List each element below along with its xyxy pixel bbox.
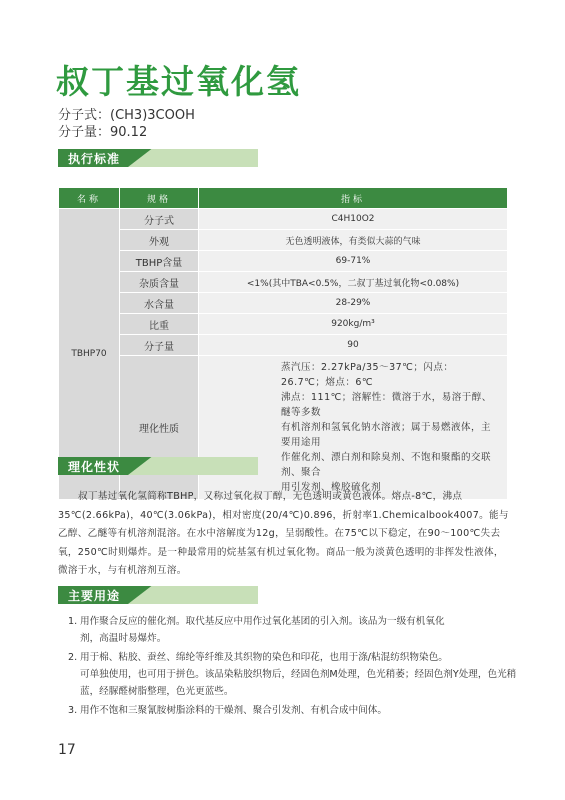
value-cell: <1%(其中TBA<0.5%，二叔丁基过氧化物<0.08%)	[199, 272, 508, 293]
column-header: 规格	[120, 188, 199, 209]
section-title: 主要用途	[68, 589, 121, 603]
spec-cell: 分子量	[120, 335, 199, 356]
value-cell: C4H10O2	[199, 209, 508, 230]
table-row	[59, 356, 508, 500]
molecular-formula: 分子式：(CH3)3COOH	[58, 108, 195, 123]
section-header-properties	[58, 457, 258, 475]
spec-cell: 理化性质	[120, 356, 199, 500]
section-header-uses	[58, 586, 258, 604]
table-header-row	[59, 188, 508, 209]
table-row	[59, 314, 508, 335]
product-name-cell: TBHP70	[59, 209, 120, 500]
section-title: 理化性状	[68, 460, 121, 474]
list-item	[68, 702, 518, 719]
uses-list	[68, 613, 518, 721]
value-cell: 69-71%	[199, 251, 508, 272]
page-title: 叔丁基过氧化氢	[56, 62, 301, 101]
spec-cell: 外观	[120, 230, 199, 251]
table-row	[59, 272, 508, 293]
item-text: 用作不饱和三聚氰胺树脂涂料的干燥剂、聚合引发剂、有机合成中间体。	[80, 705, 387, 716]
spec-cell: 杂质含量	[120, 272, 199, 293]
list-item	[68, 649, 518, 700]
table-row	[59, 251, 508, 272]
spec-cell: 比重	[120, 314, 199, 335]
item-text: 用于棉、粘胶、蚕丝、绵纶等纤维及其织物的染色和印花，也用于涤/粘混纺织物染色。	[80, 652, 448, 663]
section-title: 执行标准	[68, 152, 121, 166]
column-header: 名称	[59, 188, 120, 209]
item-text-continued: 可单独使用，也可用于拼色。该品染粘胶织物后，经固色剂M处理，色光稍萎；经固色剂Y处理，色光稍蓝，经脲醛树脂整理，色光更蓝些。	[80, 669, 517, 697]
item-text: 用作聚合反应的催化剂。取代基反应中用作过氧化基团的引入剂。该品为一级有机氧化	[80, 616, 445, 627]
spec-cell: 分子式	[120, 209, 199, 230]
item-number: 1.	[68, 616, 78, 627]
table-row	[59, 230, 508, 251]
properties-paragraph: 叔丁基过氧化氢简称TBHP，又称过氧化叔丁醇，无色透明或黄色液体。熔点-8℃，沸点35℃(2.66kPa)，40℃(3.06kPa)，相对密度(20/4℃)0.896，折射率1.Chemicalbook4007。能与乙醇、乙醚等有机溶剂混溶。在水中溶解度为12g，呈弱酸性。在75℃以下稳定，在90～100℃失去氧，250℃时则爆炸。是一种最常用的烷基氢有机过氧化物。商品一般为淡黄色透明的非挥发性液体，微溶于水，与有机溶剂互溶。	[58, 491, 509, 576]
value-cell: 蒸汽压：2.27kPa/35～37℃；闪点：26.7℃；熔点：6℃ 沸点：111℃；溶解性：微溶于水，易溶于醇、醚等多数 有机溶剂和氢氧化钠水溶液；属于易燃液体，主要用途用 作催化剂、漂白剂和除臭剂、不饱和聚酯的交联剂、聚合 用引发剂、橡胶硫化剂	[199, 356, 508, 500]
spec-cell: TBHP含量	[120, 251, 199, 272]
value-cell: 28-29%	[199, 293, 508, 314]
table-row	[59, 209, 508, 230]
spec-cell: 水含量	[120, 293, 199, 314]
column-header: 指标	[199, 188, 508, 209]
table-row	[59, 293, 508, 314]
page-number: 17	[58, 742, 76, 758]
table-row	[59, 335, 508, 356]
value-cell: 90	[199, 335, 508, 356]
list-item	[68, 613, 518, 647]
item-number: 2.	[68, 652, 78, 663]
molecular-weight: 分子量：90.12	[58, 125, 148, 140]
value-cell: 无色透明液体，有类似大蒜的气味	[199, 230, 508, 251]
value-cell: 920kg/m³	[199, 314, 508, 335]
spec-table	[58, 187, 508, 500]
item-number: 3.	[68, 705, 78, 716]
item-text-continued: 剂，高温时易爆炸。	[80, 633, 167, 644]
section-header-standard	[58, 149, 258, 167]
